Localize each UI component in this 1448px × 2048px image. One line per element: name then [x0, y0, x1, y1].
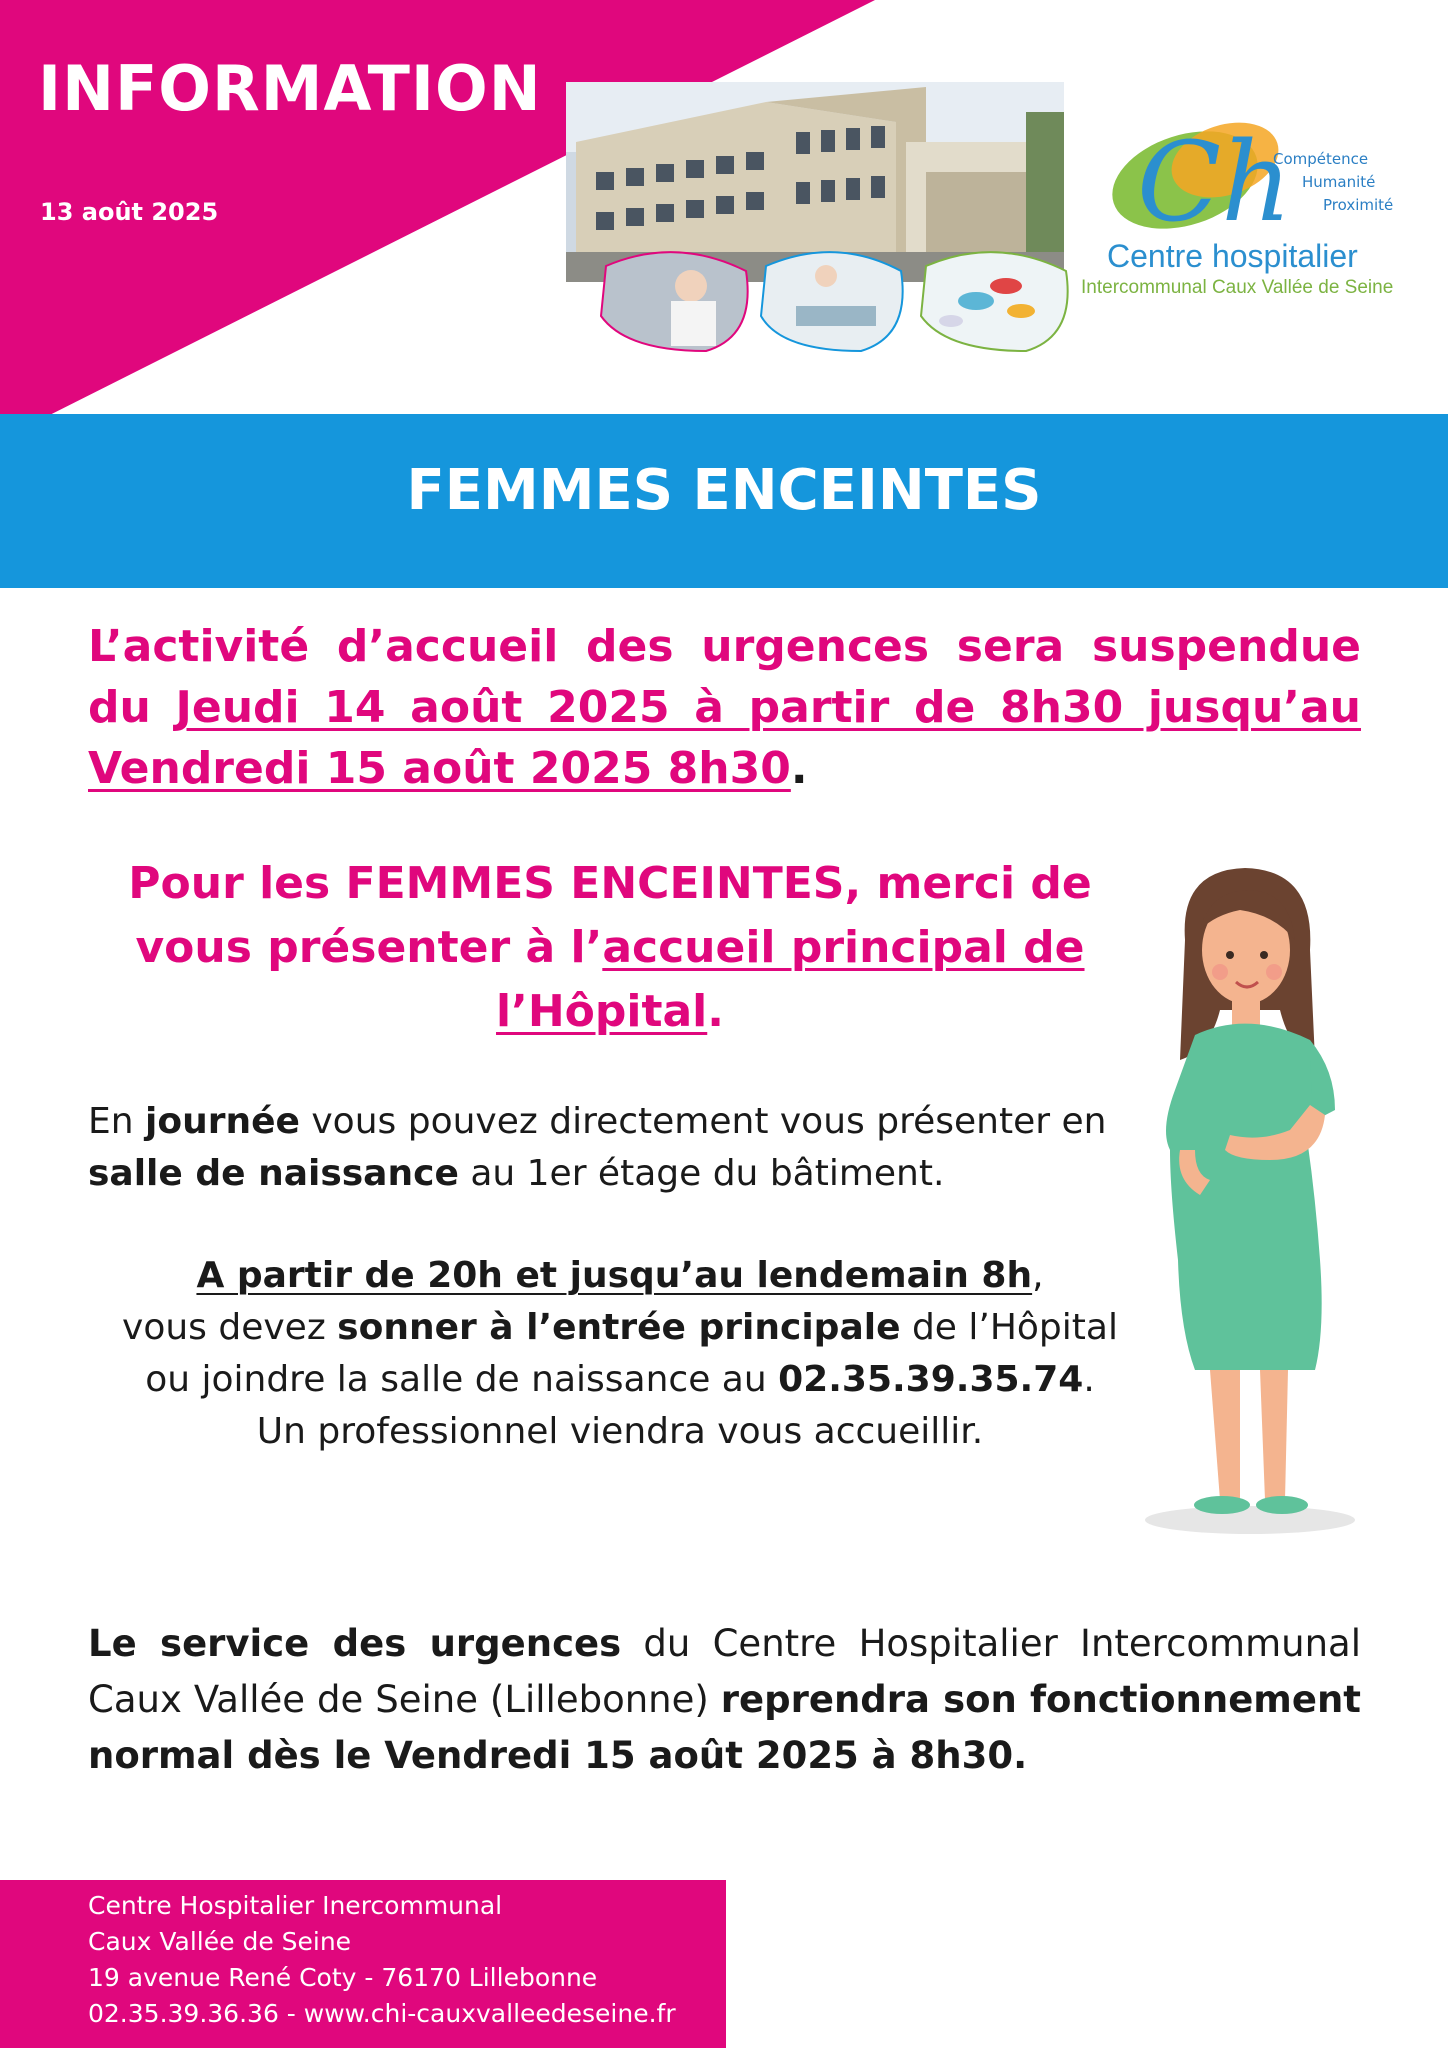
resume-paragraph	[88, 1616, 1361, 1784]
instruction-line-3	[110, 980, 1110, 1044]
birth-room-phone: 02.35.39.35.74	[778, 1359, 1084, 1400]
footer-line-4[interactable]: 02.35.39.36.36 - www.chi-cauxvalleedeseine.fr	[88, 1999, 676, 2028]
pregnant-woman-illustration	[1140, 860, 1360, 1546]
header-date: 13 août 2025	[40, 198, 219, 226]
night-line-4: Un professionnel viendra vous accueillir.	[256, 1411, 984, 1452]
logo-name: Centre hospitalier	[1107, 238, 1358, 274]
banner-title: FEMMES ENCEINTES	[406, 458, 1042, 523]
day-bold-2: salle de naissance	[88, 1153, 459, 1194]
footer-line-3: 19 avenue René Coty - 76170 Lillebonne	[88, 1963, 598, 1992]
instruction-end: .	[707, 986, 724, 1037]
resume-bold-2: reprendra son fonctionnement normal dès le Vendredi 15 août 2025 à 8h30.	[88, 1678, 1361, 1777]
night-text-2: de l’Hôpital	[900, 1307, 1118, 1348]
night-heading-line	[90, 1250, 1150, 1302]
instruction-hospital: l’Hôpital	[496, 986, 708, 1037]
night-text-1: vous devez	[122, 1307, 338, 1348]
logo-subname: Intercommunal Caux Vallée de Seine	[1081, 277, 1394, 298]
logo-tagline-1: Compétence	[1273, 150, 1369, 168]
ch-logo-mark	[1075, 110, 1447, 240]
instruction-line-2	[110, 916, 1110, 980]
instruction-main-reception: accueil principal de	[602, 922, 1085, 973]
daytime-paragraph	[88, 1096, 1188, 1200]
footer-contact	[88, 1888, 676, 2032]
night-heading-end: ,	[1032, 1255, 1044, 1296]
notice-end: .	[790, 743, 808, 794]
night-line-3	[90, 1354, 1150, 1406]
night-text-3: ou joindre la salle de naissance au	[145, 1359, 779, 1400]
instruction-line-1: Pour les FEMMES ENCEINTES, merci de	[128, 858, 1092, 909]
footer-line-2: Caux Vallée de Seine	[88, 1927, 352, 1956]
pregnant-instruction	[110, 852, 1110, 1044]
night-paragraph	[90, 1250, 1150, 1458]
day-bold-1: journée	[145, 1101, 300, 1142]
header-title: INFORMATION	[38, 52, 542, 125]
logo-tagline-2: Humanité	[1302, 173, 1376, 191]
resume-bold-1: Le service des urgences	[88, 1622, 622, 1665]
daytime-line-1	[88, 1096, 1188, 1148]
day-text-3: au 1er étage du bâtiment.	[458, 1153, 945, 1194]
night-bold-ring: sonner à l’entrée principale	[337, 1307, 901, 1348]
notice-period: Jeudi 14 août 2025 à partir de 8h30 jusqu’au Vendredi 15 août 2025 8h30	[88, 682, 1361, 794]
notice-lead: L’activité d’accueil des urgences sera suspendue du	[88, 621, 1361, 733]
suspension-notice	[88, 616, 1361, 799]
footer-line-1: Centre Hospitalier Inercommunal	[88, 1891, 503, 1920]
svg-text:Ch: Ch	[1137, 118, 1293, 240]
night-heading: A partir de 20h et jusqu’au lendemain 8h	[196, 1255, 1033, 1296]
logo-tagline-3: Proximité	[1323, 196, 1394, 214]
daytime-line-2	[88, 1148, 1188, 1200]
night-line-2	[90, 1302, 1150, 1354]
day-text-2: vous pouvez directement vous présenter en	[299, 1101, 1107, 1142]
medical-thumbnails	[596, 246, 1080, 354]
night-text-4: .	[1083, 1359, 1095, 1400]
day-text-1: En	[88, 1101, 146, 1142]
resume-text: du Centre Hospitalier Intercommunal Caux Vallée de Seine (Lillebonne)	[88, 1622, 1361, 1721]
instruction-line-2-text: vous présenter à l’	[135, 922, 603, 973]
